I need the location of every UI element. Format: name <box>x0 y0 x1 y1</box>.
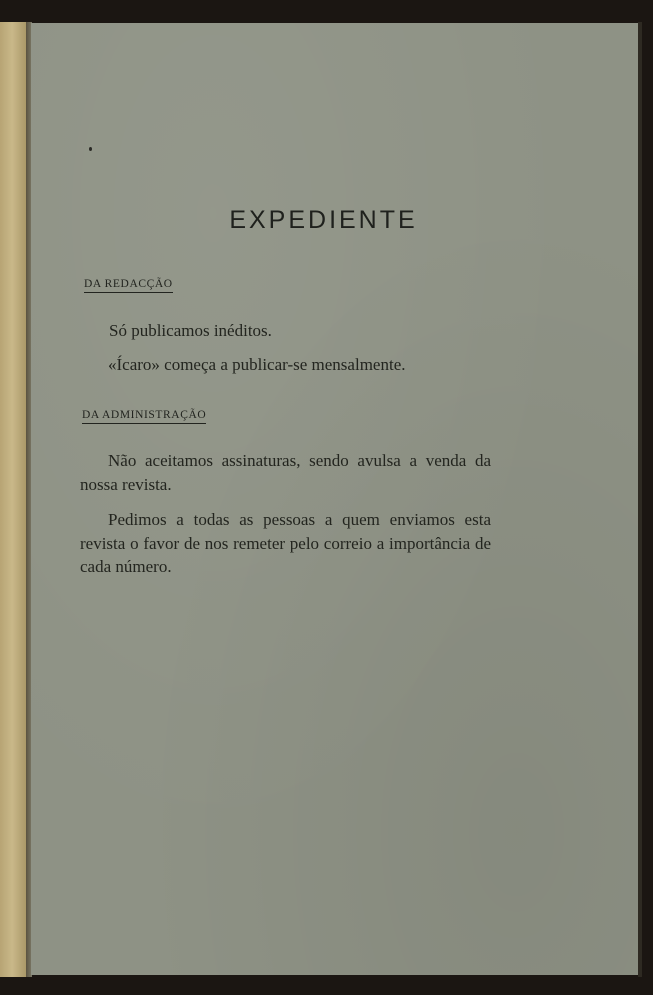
paper-speck <box>89 147 92 151</box>
facing-page-edge <box>0 22 27 977</box>
page-right-edge <box>638 22 642 977</box>
paragraph-administracao-1: Não aceitamos assinaturas, sendo avulsa a venda da nossa revista. <box>80 451 491 494</box>
section-heading-administracao: DA ADMINISTRAÇÃO <box>82 409 206 424</box>
document-page <box>31 23 638 975</box>
paragraph-redaccao-1: Só publicamos inéditos. <box>109 321 272 340</box>
paragraph-redaccao-2: «Ícaro» começa a publicar-se mensalmente. <box>108 355 406 374</box>
section-heading-redaccao: DA REDACÇÃO <box>84 278 173 293</box>
page-title: EXPEDIENTE <box>229 206 418 234</box>
paragraph-administracao-2: Pedimos a todas as pessoas a quem enviamos esta revista o favor de nos remeter pelo correio a importância de cada número. <box>80 510 491 576</box>
